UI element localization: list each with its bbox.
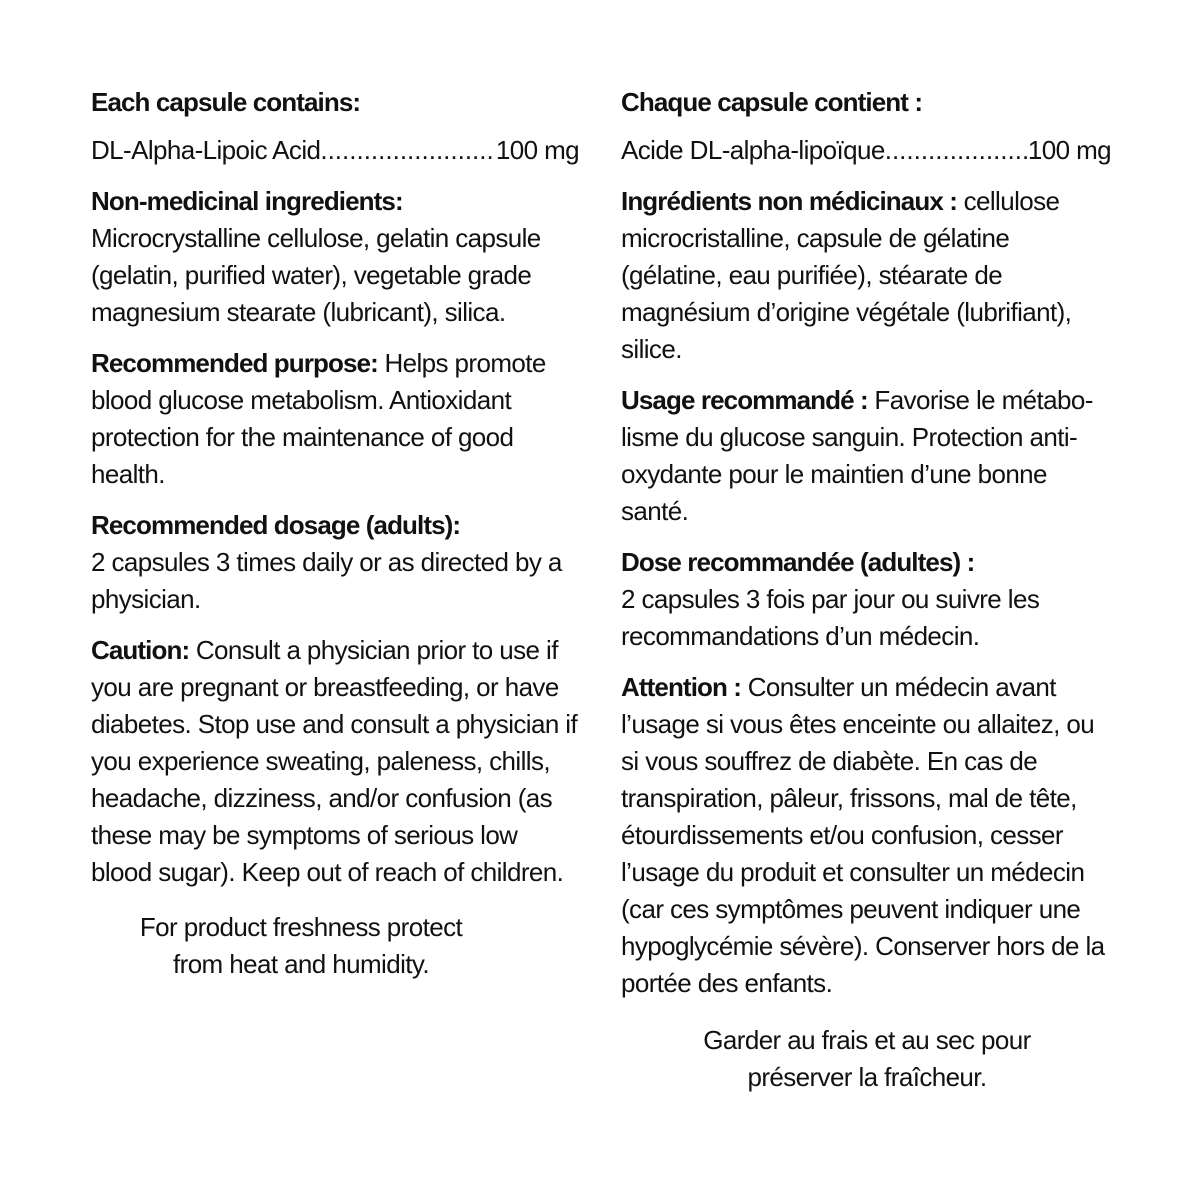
nonmedicinal-section	[91, 183, 583, 331]
caution-heading: Attention :	[621, 672, 742, 702]
dot-leader	[885, 132, 1028, 169]
storage-note	[91, 909, 511, 983]
purpose-text: Favorise le métabolisme du glucose sanguin. Protection antioxydante pour le maintien d’une bonne santé.	[621, 385, 1094, 526]
medicinal-ingredient-row	[621, 132, 1111, 169]
caution-section	[621, 669, 1113, 1002]
purpose-heading: Usage recommandé :	[621, 385, 868, 415]
medicinal-ingredient-row	[91, 132, 579, 169]
ingredient-name: DL-Alpha-Lipoic Acid	[91, 135, 321, 165]
purpose-section	[91, 345, 583, 493]
storage-line: Garder au frais et au sec pour	[703, 1025, 1031, 1055]
caution-heading: Caution:	[91, 635, 190, 665]
nonmedicinal-heading: Non-medicinal ingredients:	[91, 186, 403, 216]
ingredient-amount: 100 mg	[1027, 135, 1111, 165]
dot-leader	[320, 132, 496, 169]
dosage-text: 2 capsules 3 times daily or as directed by a physician.	[91, 547, 562, 614]
caution-text: Consult a physician prior to use if you are pregnant or breastfeeding, or have diabetes. Stop use and consult a physician if you experience sweating, paleness, chills, headache, dizziness, and/or confusion (as these may be symptoms of serious low blood sugar). Keep out of reach of children.	[91, 635, 578, 887]
purpose-text: Helps promote blood glucose metabolism. Antioxidant protection for the maintenance of good health.	[91, 348, 546, 489]
dosage-heading: Dose recommandée (adultes) :	[621, 547, 975, 577]
nonmedicinal-section	[621, 183, 1113, 368]
capsule-contents-heading: Chaque capsule contient :	[621, 87, 923, 117]
nonmedicinal-text: cellulose microcristalline, capsule de gélatine (gélatine, eau purifiée), stéarate de magnésium d’origine végétale (lubrifiant), silice.	[621, 186, 1072, 364]
nonmedicinal-text: Microcrystalline cellulose, gelatin capsule (gelatin, purified water), vegetable grade magnesium stearate (lubricant), silica.	[91, 223, 541, 327]
purpose-heading: Recommended purpose:	[91, 348, 378, 378]
ingredient-name: Acide DL-alpha-lipoïque	[621, 135, 885, 165]
caution-section	[91, 632, 583, 891]
french-column	[621, 84, 1113, 1096]
dosage-heading: Recommended dosage (adults):	[91, 510, 461, 540]
english-column	[91, 84, 583, 983]
capsule-contents-heading: Each capsule contains:	[91, 87, 361, 117]
nonmedicinal-heading: Ingrédients non médicinaux :	[621, 186, 957, 216]
purpose-section	[621, 382, 1113, 530]
storage-line: For product freshness protect	[139, 912, 463, 942]
ingredient-amount: 100 mg	[495, 135, 579, 165]
storage-note	[621, 1022, 1113, 1096]
storage-line: from heat and humidity.	[173, 949, 429, 979]
caution-text: Consulter un médecin avant l’usage si vous êtes enceinte ou allaitez, ou si vous souffrez de diabète. En cas de transpiration, pâleur, frissons, mal de tête, étourdissements et/ou confusion, cesser l’usage du produit et consulter un médecin (car ces symptômes peuvent indiquer une hypoglycémie sévère). Conserver hors de la portée des enfants.	[621, 672, 1105, 998]
storage-line: préserver la fraîcheur.	[747, 1062, 987, 1092]
dosage-text: 2 capsules 3 fois par jour ou suivre les recommandations d’un médecin.	[621, 584, 1040, 651]
dosage-section	[621, 544, 1113, 655]
dosage-section	[91, 507, 583, 618]
